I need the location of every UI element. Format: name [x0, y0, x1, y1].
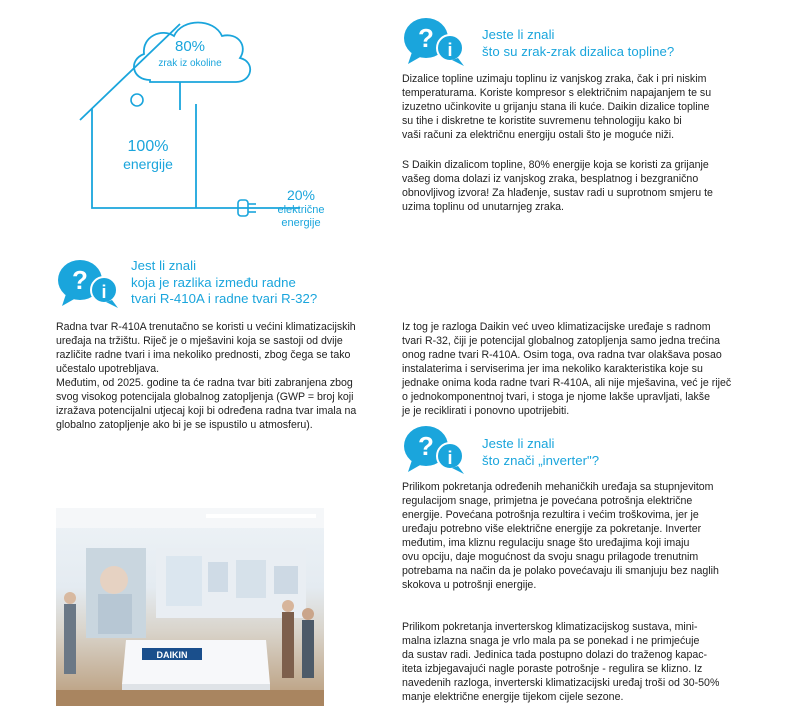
- showroom-photo: [56, 508, 324, 706]
- inverter-para-1: Prilikom pokretanja određenih mehaničkih uređaja sa stupnjevitom regulacijom snage, primjetna je povećana potrošnja električne energije. Povećana potrošnja rezultira i većim troškovima, jer je uređaju potrebno više električne energije za pokretanje. Inverter međutim, ima kliznu regulaciju snage što uređajima koji imaju ovu opciju, daje mogućnost da svoju snagu prilagode trenutnim potrebama na način da je polako povećavaju ili smanjuju bez naglih skokova u potrošnji energije.: [402, 481, 719, 592]
- svg-text:?: ?: [72, 265, 88, 295]
- electric-label: električne energije: [277, 204, 325, 229]
- inverter-heading: Jeste li znali što znači „inverter"?: [482, 436, 600, 468]
- question-info-icon: [56, 258, 120, 310]
- svg-text:?: ?: [418, 23, 434, 53]
- question-info-icon: [402, 424, 466, 476]
- energy-house-graphic: [0, 0, 360, 240]
- total-label: energije: [123, 156, 173, 172]
- svg-text:i: i: [447, 40, 453, 60]
- svg-text:i: i: [447, 448, 453, 468]
- cloud-label: zrak iz okoline: [158, 58, 222, 69]
- inverter-para-2: Prilikom pokretanja inverterskog klimatizacijskog sustava, mini- malna izlazna snaga je vrlo mala pa se ponekad i ne primjećuje da sustav radi. Jedinica tada postupno dolazi do traženog kapac- iteta izbjegavajući nagle poraste potrošnje - regulira se klizno. Iz navedenih razloga, inverterski klimatizacijski uređaj troši od 30-50% manje električne energije tijekom cijele sezone.: [402, 621, 720, 704]
- daikin-sign: DAIKIN: [156, 650, 188, 660]
- question-info-icon: [402, 16, 466, 68]
- svg-text:i: i: [101, 282, 107, 302]
- refrigerant-heading: Jest li znali koja je razlika između radne tvari R-410A i radne tvari R-32?: [131, 258, 318, 306]
- cloud-percent: 80%: [174, 38, 206, 55]
- electric-percent: 20%: [286, 187, 316, 203]
- svg-text:?: ?: [418, 431, 434, 461]
- refrigerant-left-para: Radna tvar R-410A trenutačno se koristi u većini klimatizacijskih uređaja na tržištu. Riječ je o mješavini koja se sastoji od dvije različite radne tvari i ima nekoliko prednosti, zbog čega se tako učestalo upotrebljava. Međutim, od 2025. godine ta će radna tvar biti zabranjena zbog svog visokog potencijala globalnog zatopljenja (GWP = broj koji izražava potencijalni utjecaj koji bi određena radna tvar imala na globalno zatopljenje ako bi je se ispustilo u atmosferu).: [56, 321, 357, 432]
- total-percent: 100%: [127, 138, 169, 155]
- refrigerant-right-para: Iz tog je razloga Daikin već uveo klimatizacijske uređaje s radnom tvari R-32, čiji je potencijal globalnog zatopljenja samo jedna trećina onog radne tvari R-410A. Osim toga, ova radna tvar olakšava posao instalaterima i serviserima jer ima nekoliko karakteristika koje su jednake onima koda radne tvari R-410A, ali nije mješavina, već je riječ o jednokomponentnoj tvari, i stoga je njome lakše upravljati, lakše je je reciklirati i ponovno upotrijebiti.: [402, 321, 732, 418]
- heat-pump-para-2: S Daikin dizalicom topline, 80% energije koja se koristi za grijanje vašeg doma dolazi iz vanjskog zraka, besplatnog i bezgranično obnovljivog izvora! Za hlađenje, sustav radi u suprotnom smjeru te uzima toplinu od unutarnjeg zraka.: [402, 159, 713, 214]
- heat-pump-para-1: Dizalice topline uzimaju toplinu iz vanjskog zraka, čak i pri niskim temperaturama. Koriste kompresor s električnim napajanjem te su izuzetno učinkovite u grijanju stana ili kuće. Daikin dizalice topline su tihe i diskretne te koristite suvremenu tehnologiju kako bi vaši računi za električnu energiju ostali što je moguće niži.: [402, 73, 712, 142]
- heat-pump-heading: Jeste li znali što su zrak-zrak dizalica topline?: [482, 27, 675, 59]
